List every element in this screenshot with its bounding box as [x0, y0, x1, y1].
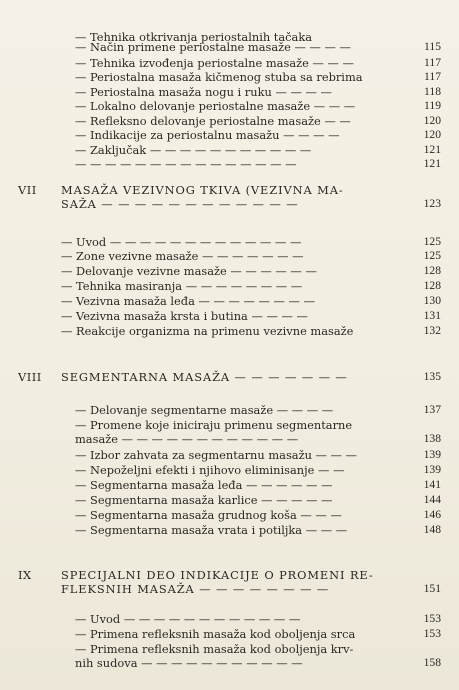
entry-title: — — — — — — — — — — — — — — —: [75, 157, 297, 171]
entry-title: — Periostalna masaža kičmenog stuba sa rebrima: [75, 70, 363, 84]
page-number: 125: [423, 235, 441, 248]
entry-title: — Vezivna masaža krsta i butina — — — —: [61, 309, 308, 323]
entry-title: — Delovanje vezivne masaže — — — — — —: [61, 264, 317, 278]
page-number: 151: [423, 582, 441, 595]
page-number: 130: [423, 294, 441, 307]
entry-title: — Uvod — — — — — — — — — — — — —: [61, 235, 302, 249]
page-number: 120: [423, 128, 441, 141]
chapter-number: VII: [18, 183, 37, 197]
entry-title: — Uvod — — — — — — — — — — — —: [75, 612, 301, 626]
entry-title: — Zone vezivne masaže — — — — — — —: [61, 249, 304, 263]
entry-title: — Izbor zahvata za segmentarnu masažu — — —: [75, 448, 357, 462]
page-number: 119: [424, 99, 441, 112]
chapter-number: IX: [18, 568, 32, 582]
page-number: 148: [423, 523, 441, 536]
entry-title: — Tehnika izvođenja periostalne masaže — — —: [75, 56, 354, 70]
entry-title: — Tehnika otkrivanja periostalnih tačaka: [75, 30, 313, 44]
entry-title: masaže — — — — — — — — — — — —: [75, 432, 299, 446]
page-number: 120: [423, 114, 441, 127]
page-number: 123: [423, 197, 441, 210]
entry-title: FLEKSNIH MASAŽA — — — — — — — —: [61, 582, 330, 596]
page-number: 135: [423, 370, 441, 383]
entry-title: — Segmentarna masaža leđa — — — — — —: [75, 478, 333, 492]
entry-title: — Primena refleksnih masaža kod oboljenja krv-: [75, 642, 354, 656]
entry-title: MASAŽA VEZIVNOG TKIVA (VEZIVNA MA-: [61, 183, 344, 197]
entry-title: nih sudova — — — — — — — — — — —: [75, 656, 303, 670]
entry-title: — Refleksno delovanje periostalne masaže — —: [75, 114, 351, 128]
page-number: 117: [424, 70, 441, 83]
page-number: 138: [423, 432, 441, 445]
entry-title: — Primena refleksnih masaža kod oboljenja srca: [75, 627, 356, 641]
page-number: 137: [423, 403, 441, 416]
page-number: 125: [423, 249, 441, 262]
entry-title: SAŽA — — — — — — — — — — — —: [61, 197, 299, 211]
page-number: 118: [424, 85, 441, 98]
page-number: 153: [423, 627, 441, 640]
entry-title: — Periostalna masaža nogu i ruku — — — —: [75, 85, 332, 99]
page-number: 153: [423, 612, 441, 625]
page-number: 141: [423, 478, 441, 491]
entry-title: — Vezivna masaža leđa — — — — — — — —: [61, 294, 315, 308]
entry-title: — Indikacije za periostalnu masažu — — — —: [75, 128, 340, 142]
entry-title: — Način primene periostalne masaže — — — —: [75, 40, 351, 54]
page-number: 132: [423, 324, 441, 337]
entry-title: — Reakcije organizma na primenu vezivne masaže: [61, 324, 354, 338]
page-number: 128: [423, 279, 441, 292]
page-number: 139: [423, 448, 441, 461]
page-number: 115: [424, 40, 441, 53]
entry-title: — Tehnika masiranja — — — — — — — —: [61, 279, 303, 293]
page-number: 131: [423, 309, 441, 322]
entry-title: — Delovanje segmentarne masaže — — — —: [75, 403, 334, 417]
entry-title: SPECIJALNI DEO INDIKACIJE O PROMENI RE-: [61, 568, 374, 582]
page-number: 146: [423, 508, 441, 521]
page-number: 144: [423, 493, 441, 506]
entry-title: — Segmentarna masaža karlice — — — — —: [75, 493, 333, 507]
entry-title: SEGMENTARNA MASAŽA — — — — — — —: [61, 370, 348, 384]
page-number: 121: [423, 157, 441, 170]
page-number: 128: [423, 264, 441, 277]
page-number: 158: [423, 656, 441, 669]
entry-title: — Nepoželjni efekti i njihovo eliminisanje — —: [75, 463, 345, 477]
entry-title: — Promene koje iniciraju primenu segmentarne: [75, 418, 353, 432]
entry-title: — Segmentarna masaža vrata i potiljka — — —: [75, 523, 348, 537]
page-number: 121: [423, 143, 441, 156]
entry-title: — Zaključak — — — — — — — — — — —: [75, 143, 312, 157]
chapter-number: VIII: [18, 370, 42, 384]
entry-title: — Segmentarna masaža grudnog koša — — —: [75, 508, 342, 522]
page-number: 117: [424, 56, 441, 69]
entry-title: — Lokalno delovanje periostalne masaže — — —: [75, 99, 356, 113]
page-number: 139: [423, 463, 441, 476]
